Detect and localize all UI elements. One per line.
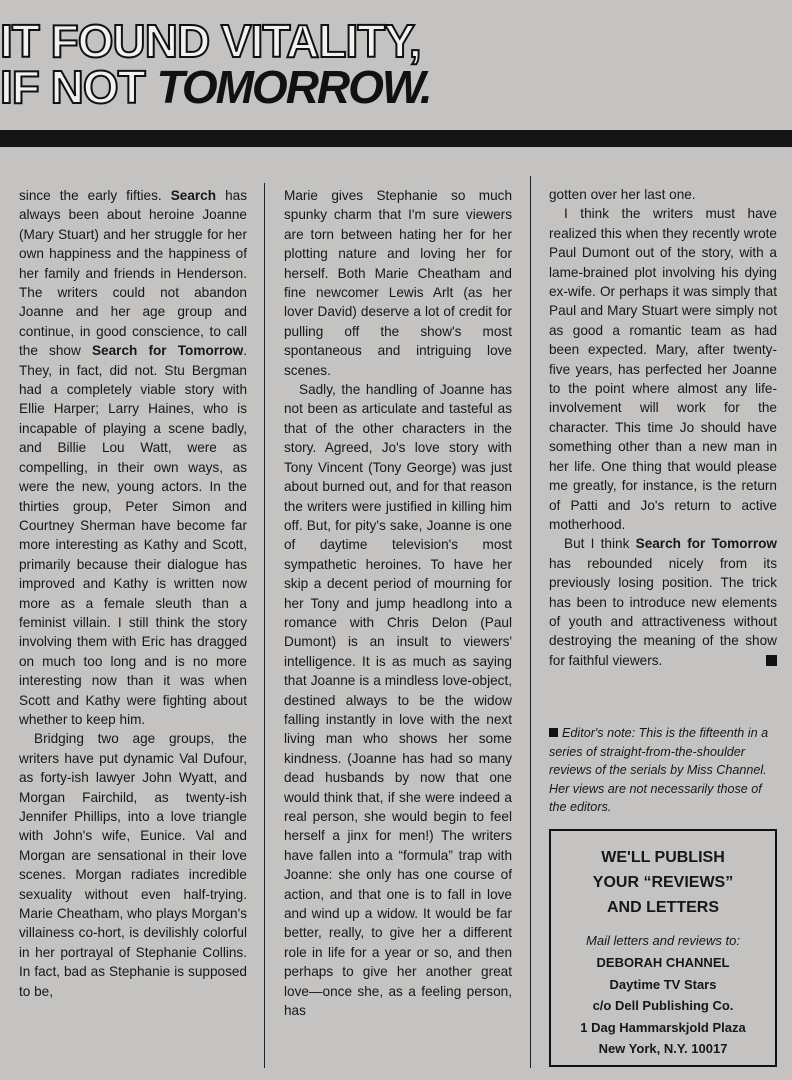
article-paragraph: Marie gives Stephanie so much spunky charm that I'm sure viewers are torn between hating her for her plotting nature and loving her for herself. Both Marie Cheatham and fine newcomer Lewis Arlt (as her lover David) deserve a lot of credit for pulling off the show's most spontaneous and intriguing love scenes. <box>284 188 512 378</box>
end-mark-icon <box>766 655 777 666</box>
box-title-line: YOUR “REVIEWS” <box>592 874 734 891</box>
text-run: since the early fifties. <box>19 188 162 203</box>
article-column-3 <box>549 185 777 670</box>
box-title-line: WE'LL PUBLISH <box>601 849 725 866</box>
article-paragraph: I think the writers must have realized this when they recently wrote Paul Dumont out of the story, with a lame-brained plot involving his dying ex-wife. Or perhaps it was simply that Paul and Mary Stuart were simply not as good a romantic team as had been expected. Mary, after twenty-five years, has perfected her Joanne to the point where almost any life-involvement will work for the character. This time Jo should have something other than a new man in her life. One thing that would please me greatly, for instance, is the return of Patti and Jo's return to active motherhood. <box>549 206 777 532</box>
header-rule <box>0 130 792 147</box>
column-divider-2 <box>530 176 531 1068</box>
article-paragraph <box>549 534 777 670</box>
show-title: Search for Tomorrow <box>91 343 244 359</box>
text-run: has always been about heroine Joanne (Mary Stuart) and her struggle for her own happiness and the happiness of her family and friends in Henderson. The writers could not abandon Joanne and her age group and continue, in good conscience, to call the show <box>19 188 247 359</box>
publish-box-title <box>551 845 775 920</box>
headline-line-2 <box>0 61 431 113</box>
text-run: . They, in fact, did not. Stu Bergman had a completely viable story with Ellie Harper; Larry Haines, who is incapable of playing a scene badly, and Billie Lou Watt, were as compelling, in their own ways, as were the new, young actors. In the thirties group, Peter Simon and Courtney Sherman have become far more interesting as Kathy and Scott, primarily because their dialogue has improved and Kathy is written now more as a female sleuth than a feminist villain. I still think the story involving them with Eric has dragged on much too long and is no more interesting now than it was when Scott and Kathy were fighting about whether to keep him. <box>19 343 247 727</box>
article-paragraph <box>19 186 247 729</box>
headline-line-2-emphasis: TOMORROW. <box>156 61 431 113</box>
headline-line-2-plain: IF NOT <box>0 61 145 113</box>
square-bullet-icon <box>549 728 558 737</box>
show-title: Search for Tomorrow <box>635 536 778 552</box>
publish-box <box>549 829 777 1067</box>
mail-label: Mail letters and reviews to: <box>586 933 740 948</box>
headline-line-1: IT FOUND VITALITY, <box>0 15 421 67</box>
article-column-1 <box>19 186 247 1001</box>
address-line: 1 Dag Hammarskjold Plaza <box>580 1019 746 1035</box>
address-line: Daytime TV Stars <box>609 976 717 992</box>
article-column-2 <box>284 186 512 1020</box>
text-run: has rebounded nicely from its previously losing position. The trick has been to introduce new elements of youth and attractiveness without destroying the meaning of the show for faithful viewers. <box>549 555 777 668</box>
address-line: c/o Dell Publishing Co. <box>592 998 734 1013</box>
article-paragraph: gotten over her last one. <box>549 187 696 202</box>
text-run: But I think <box>564 536 630 552</box>
headline <box>0 15 431 113</box>
mailing-address <box>551 952 775 1060</box>
editor-note-text: Editor's note: This is the fifteenth in a series of straight-from-the-shoulder reviews of the serials by Miss Channel. Her views are not necessarily those of the editors. <box>549 726 769 815</box>
address-line: DEBORAH CHANNEL <box>596 955 730 970</box>
show-title: Search <box>170 188 217 203</box>
address-line: New York, N.Y. 10017 <box>598 1041 728 1056</box>
editor-note <box>549 724 777 817</box>
article-paragraph: Bridging two age groups, the writers have put dynamic Val Dufour, as forty-ish lawyer John Wyatt, and Morgan Fairchild, as twenty-ish Jennifer Phillips, into a love triangle with John's wife, Eunice. Val and Morgan are sensational in their love scenes. Morgan radiates incredible sexuality without even half-trying. Marie Cheatham, who plays Morgan's villainess co-hort, is devilishly colorful in her portrayal of Stephanie Collins. In fact, bad as Stephanie is supposed to be, <box>19 731 247 999</box>
box-title-line: AND LETTERS <box>607 899 719 916</box>
column-divider-1 <box>264 183 265 1068</box>
article-paragraph: Sadly, the handling of Joanne has not been as articulate and tasteful as that of the other characters in the story. Agreed, Jo's love story with Tony Vincent (Tony George) was just about burned out, and for that reason the writers were justified in killing him off. But, for pity's sake, Joanne is one of daytime television's most sympathetic heroines. To have her skip a decent period of mourning for her Tony and jump headlong into a romance with Chris Delon (Paul Dumont) is an insult to viewers' intelligence. It is as much as saying that Joanne is a mindless love-object, destined always to be the widow falling instantly in love with the next living man who shows her some kindness. (Joanne has had so many dead husbands by now that one would think that, if she were indeed a real person, she would begin to feel herself a jinx for men!) The writers have fallen into a “formula” trap with Joanne: she only has one course of action, and that one is to fall in love and wind up a widow. It would be far better, really, to give her a different role in life for a year or so, and then perhaps to give her another great love—once she, as a feeling person, has <box>284 382 512 1019</box>
